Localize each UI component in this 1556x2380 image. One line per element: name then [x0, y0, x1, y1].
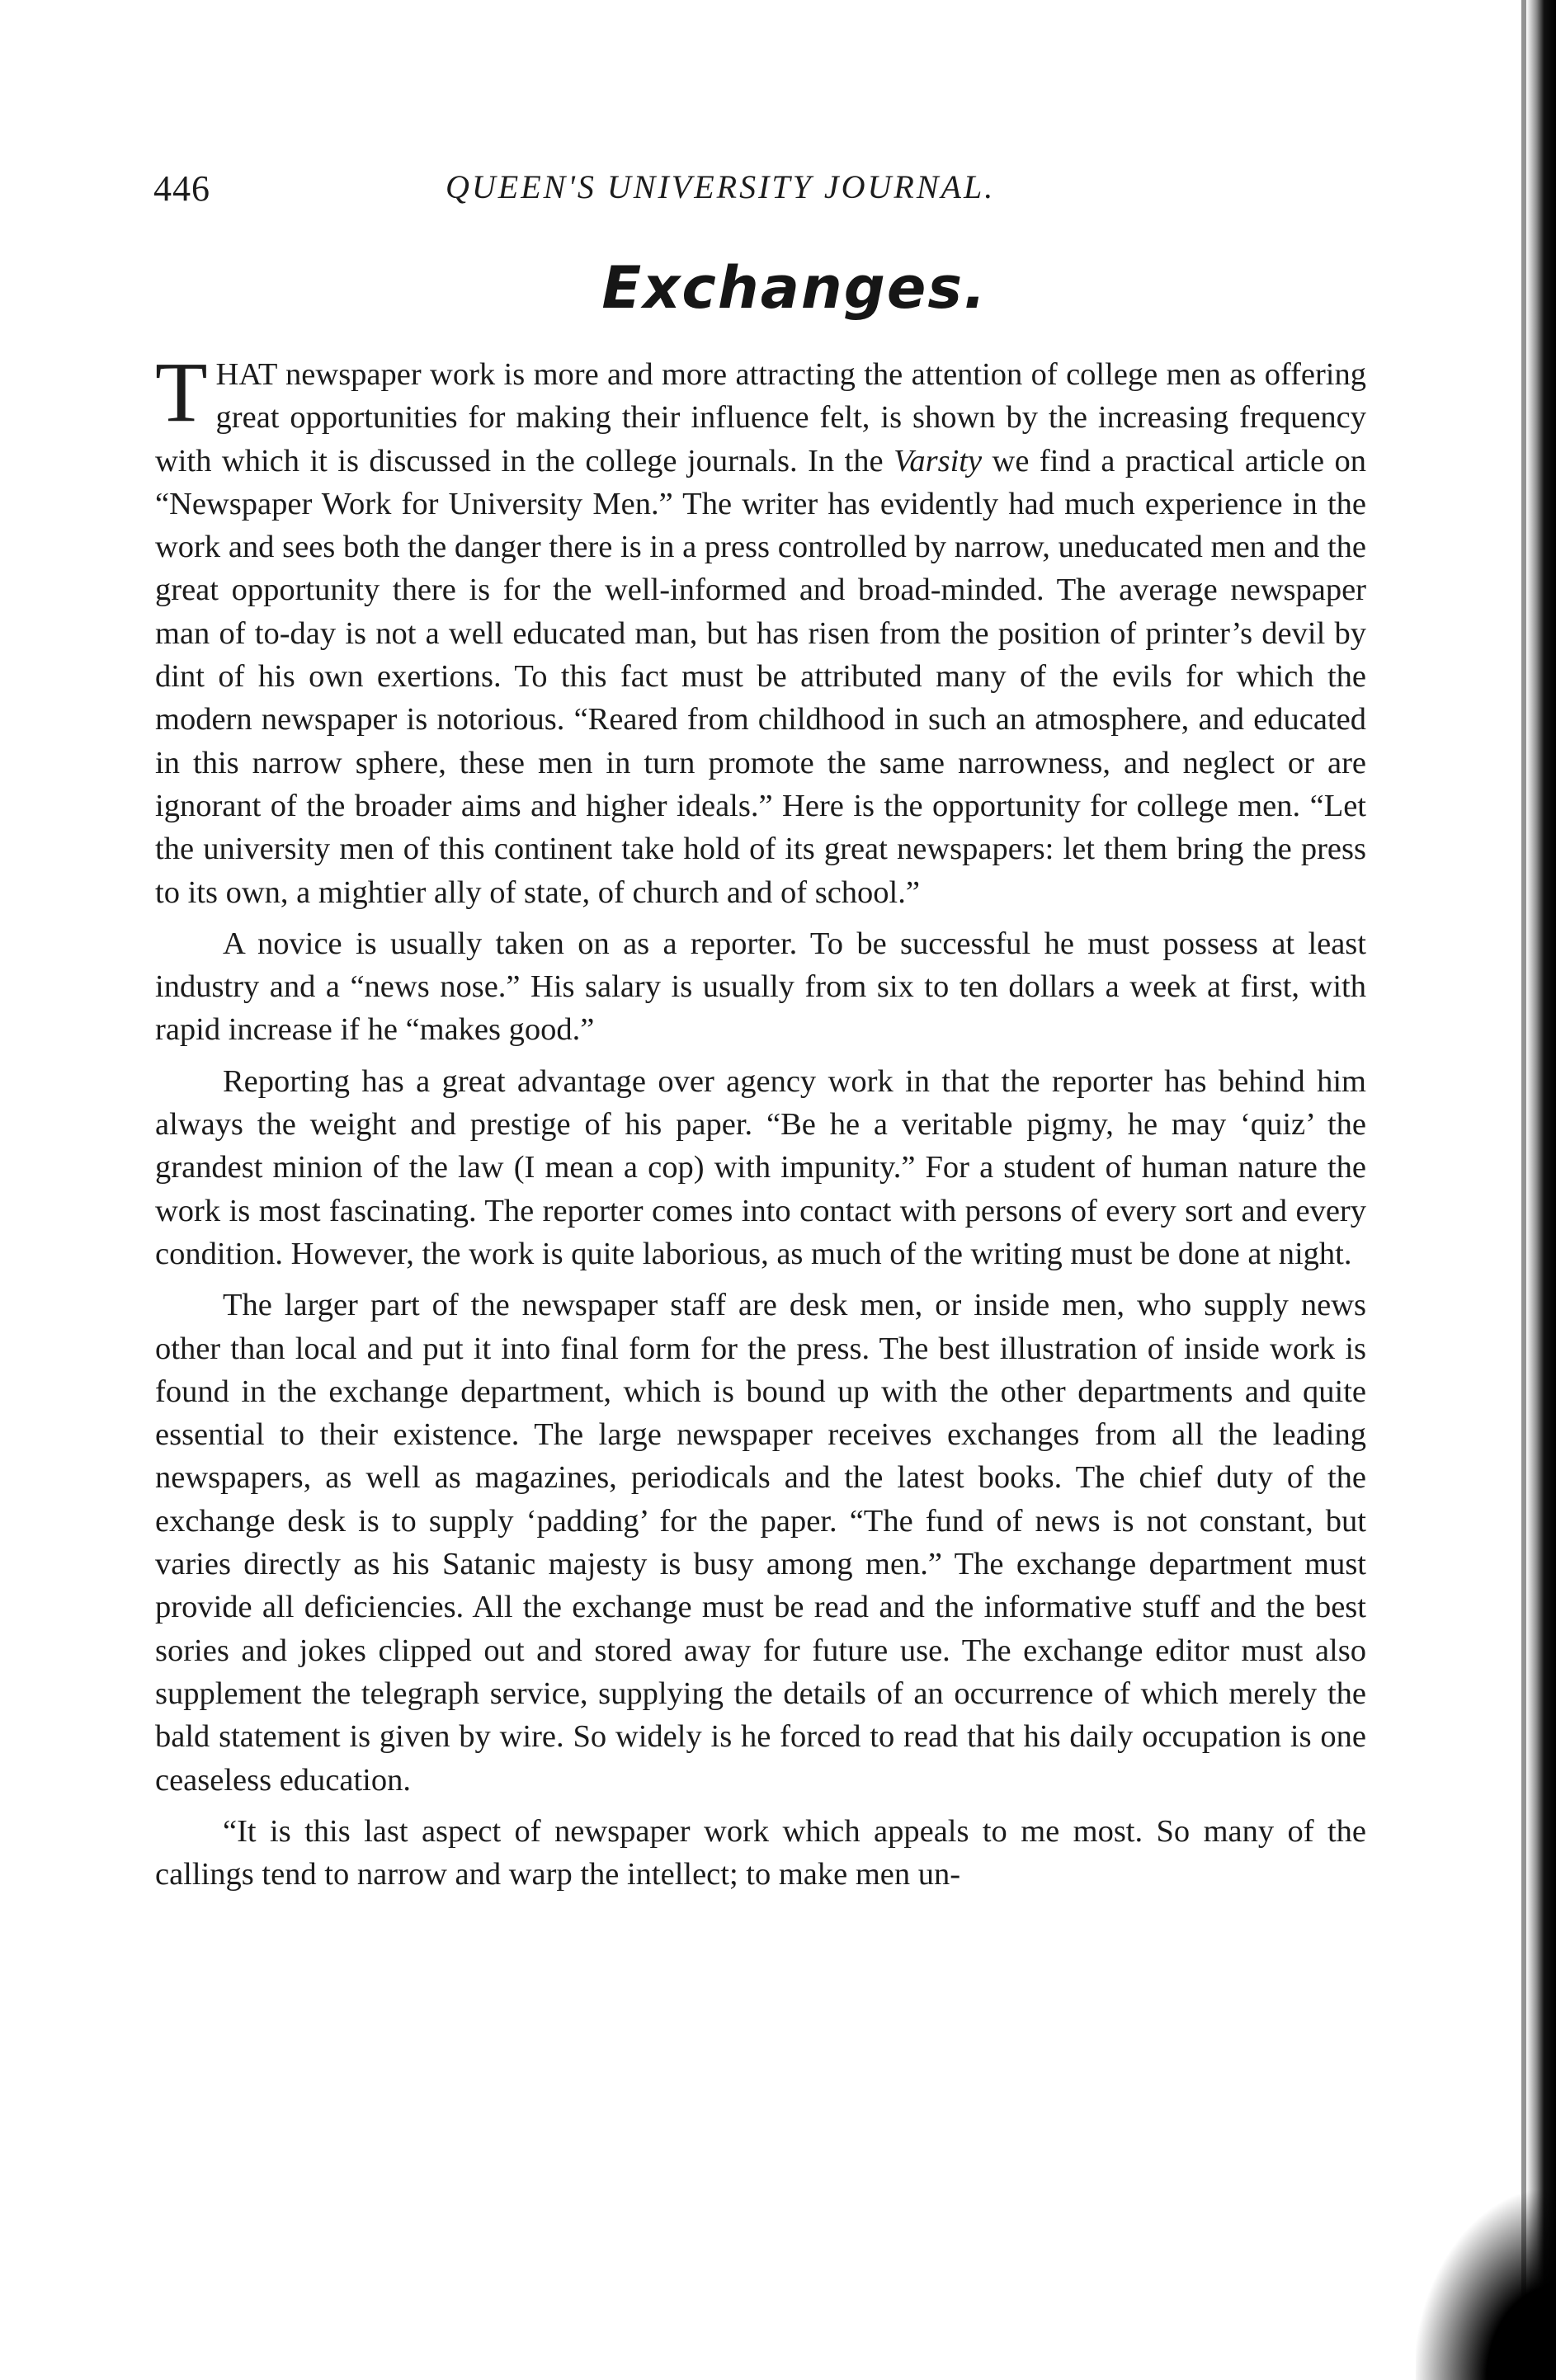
paragraph-2: A novice is usually taken on as a reporter. To be successful he must possess at least industry and a “news nose.” His salary is usually from six to ten dollars a week at first, with rapid increase if he “makes good.”	[155, 926, 1366, 1048]
paragraph-1	[155, 345, 1366, 914]
running-title: QUEEN'S UNIVERSITY JOURNAL.	[446, 168, 996, 205]
varsity-title: Varsity	[894, 443, 983, 478]
paragraph-4: The larger part of the newspaper staff are desk men, or inside men, who supply news other than local and put it into final form for the press. The best illustration of inside work is found in the exchange department, which is bound up with the other departments and quite essential to their existence. The large newspaper receives exchanges from all the leading newspapers, as well as magazines, periodicals and the latest books. The chief duty of the exchange desk is to supply ‘padding’ for the paper. “The fund of news is not constant, but varies directly as his Satanic majesty is busy among men.” The exchange department must provide all deficiencies. All the exchange must be read and the informative stuff and the best sories and jokes clipped out and stored away for future use. The exchange editor must also supplement the telegraph service, supplying the details of an occurrence of which merely the bald statement is given by wire. So widely is he forced to read that his daily occupation is one ceaseless education.	[155, 1288, 1366, 1798]
section-title: Exchanges.	[601, 254, 988, 322]
page-number: 446	[153, 168, 210, 209]
paragraph-1-continued: we find a practical article on “Newspaper Work for University Men.” The writer has evidently had much experience in the work and sees both the danger there is in a press controlled by narrow, uneducated men and the great opportunity there is for the well-informed and broad-minded. The average newspaper man of to-day is not a well educated man, but has risen from the position of printer’s devil by dint of his own exertions. To this fact must be attributed many of the evils for which the modern newspaper is notorious. “Reared from childhood in such an atmosphere, and educated in this narrow sphere, these men in turn promote the same narrowness, and neglect or are ignorant of the broader aims and higher ideals.” Here is the opportunity for college men. “Let the university men of this continent take hold of its great newspapers: let them bring the press to its own, a mightier ally of state, of church and of school.”	[155, 443, 1366, 910]
paragraph-1-text: HAT newspaper work is more and more attracting the attention of college men as offering great opportunities for making their influence felt, is shown by the increasing frequency with which it is discussed in the college journals. In the	[155, 357, 1366, 478]
paragraph-5: “It is this last aspect of newspaper work which appeals to me most. So many of the callings tend to narrow and warp the intellect; to make men un-	[155, 1813, 1366, 1892]
scan-page-edge	[1526, 0, 1556, 2380]
paragraph-3: Reporting has a great advantage over agency work in that the reporter has behind him always the weight and prestige of his paper. “Be he a veritable pigmy, he may ‘quiz’ the grandest minion of the law (I mean a cop) with impunity.” For a student of human nature the work is most fascinating. The reporter comes into contact with persons of every sort and every condition. However, the work is quite laborious, as much of the writing must be done at night.	[155, 1063, 1366, 1271]
drop-cap: T	[155, 345, 208, 440]
scan-corner-shadow	[1416, 2190, 1556, 2380]
article-body	[155, 345, 1366, 1904]
